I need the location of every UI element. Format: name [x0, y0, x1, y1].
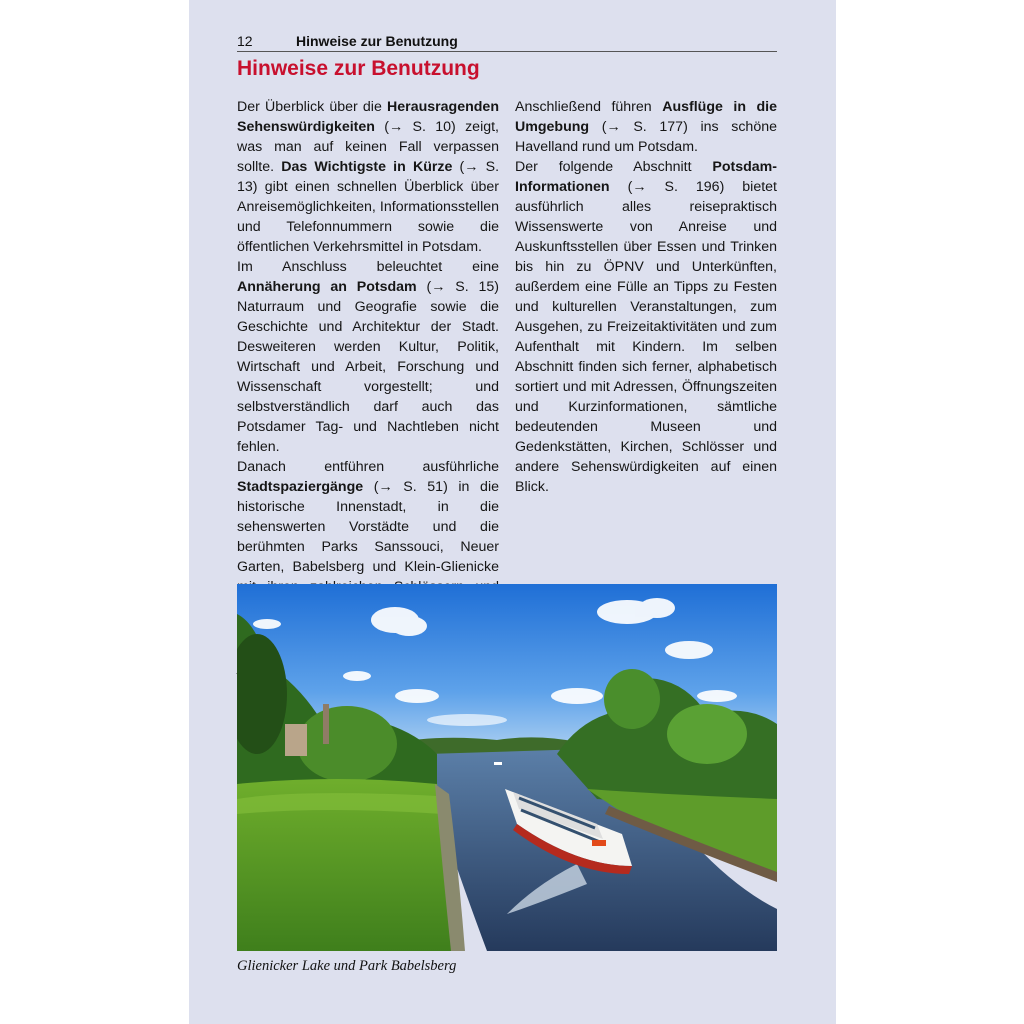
bold-term: Das Wichtigste in Kürze: [281, 159, 453, 175]
running-header: [237, 31, 777, 52]
text-run: Danach entführen ausführliche: [237, 459, 499, 475]
bold-term: Annäherung an Potsdam: [237, 279, 417, 295]
text-run: (→ S. 51) in die historische Innenstadt, in die sehenswerten Vorstädte und die berühmten Parks Sanssouci, Neuer Garten, Babelsberg und Klein-Glienicke: [237, 479, 499, 575]
text-run: Im Anschluss beleuchtet eine: [237, 259, 499, 275]
text-run: (→ S. 10) zeigt, was man auf keinen Fall verpassen sollte.: [237, 119, 499, 175]
bold-term: Stadtspaziergänge: [237, 479, 364, 495]
photo-lake-boat: [237, 584, 777, 951]
text-column-right: [515, 97, 777, 497]
photo-caption: Glienicker Lake und Park Babelsberg: [237, 958, 457, 974]
text-run: (→ S. 177) ins schöne Havelland rund um Potsdam.: [515, 119, 777, 155]
text-run: Der folgende Abschnitt: [515, 159, 713, 175]
text-run: (→ S. 13) gibt einen schnellen Überblick über Anreisemöglichkeiten, Informationsstellen und Telefonnummern sowie die öffentlichen Verkehrsmittel in Potsdam.: [237, 159, 500, 255]
text-run: (→ S. 196) bietet ausführlich alles reisepraktisch Wissenswerte von Anreise und Auskunftsstellen über Essen und Trinken bis hin zu ÖPNV und Unterkünften, außerdem eine Fülle an Tipps zu Festen und kulturellen Veranstaltungen, zum Ausgehen, zu Freizeitaktivitäten und zum Aufenthalt mit Kindern. Im selben Abschnitt finden sich ferner, alphabetisch sortiert und mit Adressen, Öffnungszeiten und Kurzinformationen, sämtliche bedeutenden Museen und Gedenkstätten, Kirchen, Schlösser und andere Sehenswürdigkeiten auf einen Blick.: [515, 179, 777, 495]
paragraph: [237, 257, 499, 457]
paragraph: [237, 97, 499, 257]
bold-term: Ausflüge in die Umgebung: [515, 99, 778, 135]
running-title: Hinweise zur Benutzung: [296, 33, 458, 49]
page-number: 12: [237, 33, 253, 49]
paragraph: [515, 157, 777, 497]
section-heading: Hinweise zur Benutzung: [237, 57, 480, 80]
text-run: Der Überblick über die: [237, 99, 388, 115]
paragraph: [515, 97, 777, 157]
bold-term: Potsdam-Informationen: [515, 159, 777, 195]
book-page: [189, 0, 836, 1024]
bold-term: Herausragenden Sehenswürdigkeiten: [237, 99, 499, 135]
text-run: (→ S. 15) Naturraum und Geografie sowie die Geschichte und Architektur der Stadt. Desweiteren werden Kultur, Politik, Wirtschaft und Arbeit, Forschung und Wissenschaft vorgestellt; und selbstverständlich darf auch das Potsdamer Tag- und Nachtleben nicht fehlen.: [237, 279, 499, 455]
text-run: Anschließend führen: [515, 99, 663, 115]
